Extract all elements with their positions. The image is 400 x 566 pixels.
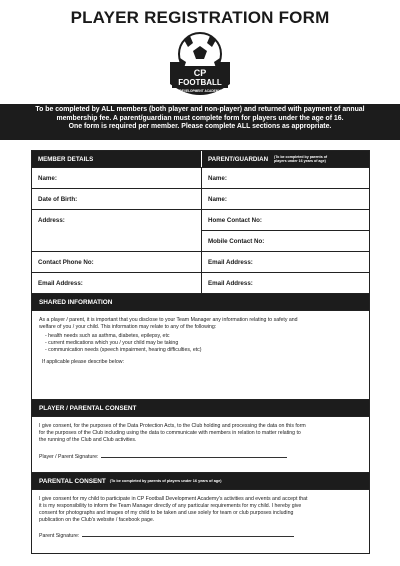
logo-text-bottom: DEVELOPMENT ACADEMY <box>179 89 221 93</box>
guardian-mobile-field[interactable]: Mobile Contact No: <box>208 237 265 245</box>
guardian-note-line-1: (To be completed by parents of <box>274 154 328 159</box>
consent-header: PLAYER / PARENTAL CONSENT <box>32 400 369 417</box>
guardian-note-line-2: players under 16 years of age) <box>274 159 326 163</box>
guardian-email-field-2[interactable]: Email Address: <box>208 279 253 287</box>
parental-consent-section <box>32 490 369 553</box>
parental-consent-title: PARENTAL CONSENT <box>39 477 106 485</box>
shared-bullet-2: - current medications which you / your child may be taking <box>45 340 179 346</box>
shared-intro <box>39 317 362 331</box>
shared-intro-line-1: As a player / parent, it is important that you disclose to your Team Manager any information relating to safety and <box>39 317 298 323</box>
form-row-name <box>32 168 369 189</box>
form-row-email <box>32 273 369 294</box>
shared-bullet-list <box>45 333 362 354</box>
player-parent-signature-label: Player / Parent Signature: <box>39 454 99 460</box>
guardian-name-field-2[interactable]: Name: <box>208 195 227 203</box>
guardian-name-field-1[interactable]: Name: <box>208 174 227 182</box>
shared-info-section[interactable] <box>32 311 369 400</box>
guardian-header-note <box>274 155 327 163</box>
player-parent-signature-row <box>39 453 362 461</box>
shared-info-header: SHARED INFORMATION <box>32 294 369 311</box>
form-row-dob <box>32 189 369 210</box>
guardian-home-phone-field[interactable]: Home Contact No: <box>202 210 369 231</box>
parental-text-line-1: I give consent for my child to participate in CP Football Development Academy's activities and events and accept that <box>39 496 308 502</box>
parental-consent-note: (To be completed by parents of players under 16 years of age) <box>109 479 222 483</box>
parental-text-line-2: it is my responsibility to inform the Team Manager directly of any particular requirements for my child. I hereby give <box>39 503 302 509</box>
consent-text-line-1: I give consent, for the purposes of the Data Protection Acts, to the Club holding and processing the data on this form <box>39 423 306 429</box>
member-details-header: MEMBER DETAILS <box>32 151 202 167</box>
consent-section <box>32 417 369 473</box>
consent-text-line-3: the running of the Club and Club activities. <box>39 437 137 443</box>
parent-signature-line[interactable] <box>82 532 294 537</box>
shared-describe-label: If applicable please describe below: <box>42 359 124 365</box>
guardian-header <box>202 151 369 167</box>
parental-text-line-3: consent for photographs and images of my child to be taken and use solely for team or club purposes including <box>39 510 294 516</box>
banner-line-1: To be completed by ALL members (both player and non-player) and returned with payment of annual <box>35 106 365 113</box>
form-row-address <box>32 210 369 252</box>
parent-signature-row <box>39 532 362 540</box>
member-dob-field[interactable]: Date of Birth: <box>32 189 202 209</box>
member-phone-field[interactable]: Contact Phone No: <box>32 252 202 272</box>
logo-text-mid: FOOTBALL <box>178 78 222 87</box>
player-parent-signature-line[interactable] <box>101 453 287 458</box>
member-address-field[interactable]: Address: <box>32 210 202 251</box>
parental-consent-header <box>32 473 369 490</box>
shared-intro-line-2: welfare of you / your child. This information may relate to any of the following: <box>39 324 217 330</box>
guardian-header-label: PARENT/GUARDIAN <box>208 155 269 163</box>
guardian-email-field-1[interactable]: Email Address: <box>208 258 253 266</box>
member-email-field[interactable]: Email Address: <box>32 273 202 293</box>
soccer-ball-crest-icon <box>166 32 234 102</box>
registration-form <box>31 150 370 554</box>
details-header-row <box>32 151 369 168</box>
consent-text <box>39 423 362 444</box>
consent-text-line-2: for the purposes of the Club including using the data to communicate with members in relation to matter relating to <box>39 430 301 436</box>
member-name-field[interactable]: Name: <box>32 168 202 188</box>
page-title: PLAYER REGISTRATION FORM <box>70 8 330 27</box>
logo-text-top: CP <box>193 68 207 78</box>
parent-signature-label: Parent Signature: <box>39 533 80 539</box>
parental-text-line-4: publication on the Club's website / facebook page. <box>39 517 155 523</box>
shared-bullet-1: - health needs such as asthma, diabetes, epilepsy, etc <box>45 333 170 339</box>
banner-line-2: membership fee. A parent/guardian must complete form for players under the age of 16. <box>56 114 344 122</box>
instructions-banner <box>0 104 400 140</box>
form-row-phone <box>32 252 369 273</box>
guardian-contact-stack <box>202 210 369 251</box>
banner-line-3: One form is required per member. Please complete ALL sections as appropriate. <box>68 123 332 131</box>
shared-bullet-3: - communication needs (speech impairment, hearing difficulties, etc) <box>45 347 202 353</box>
parental-consent-text <box>39 496 362 524</box>
